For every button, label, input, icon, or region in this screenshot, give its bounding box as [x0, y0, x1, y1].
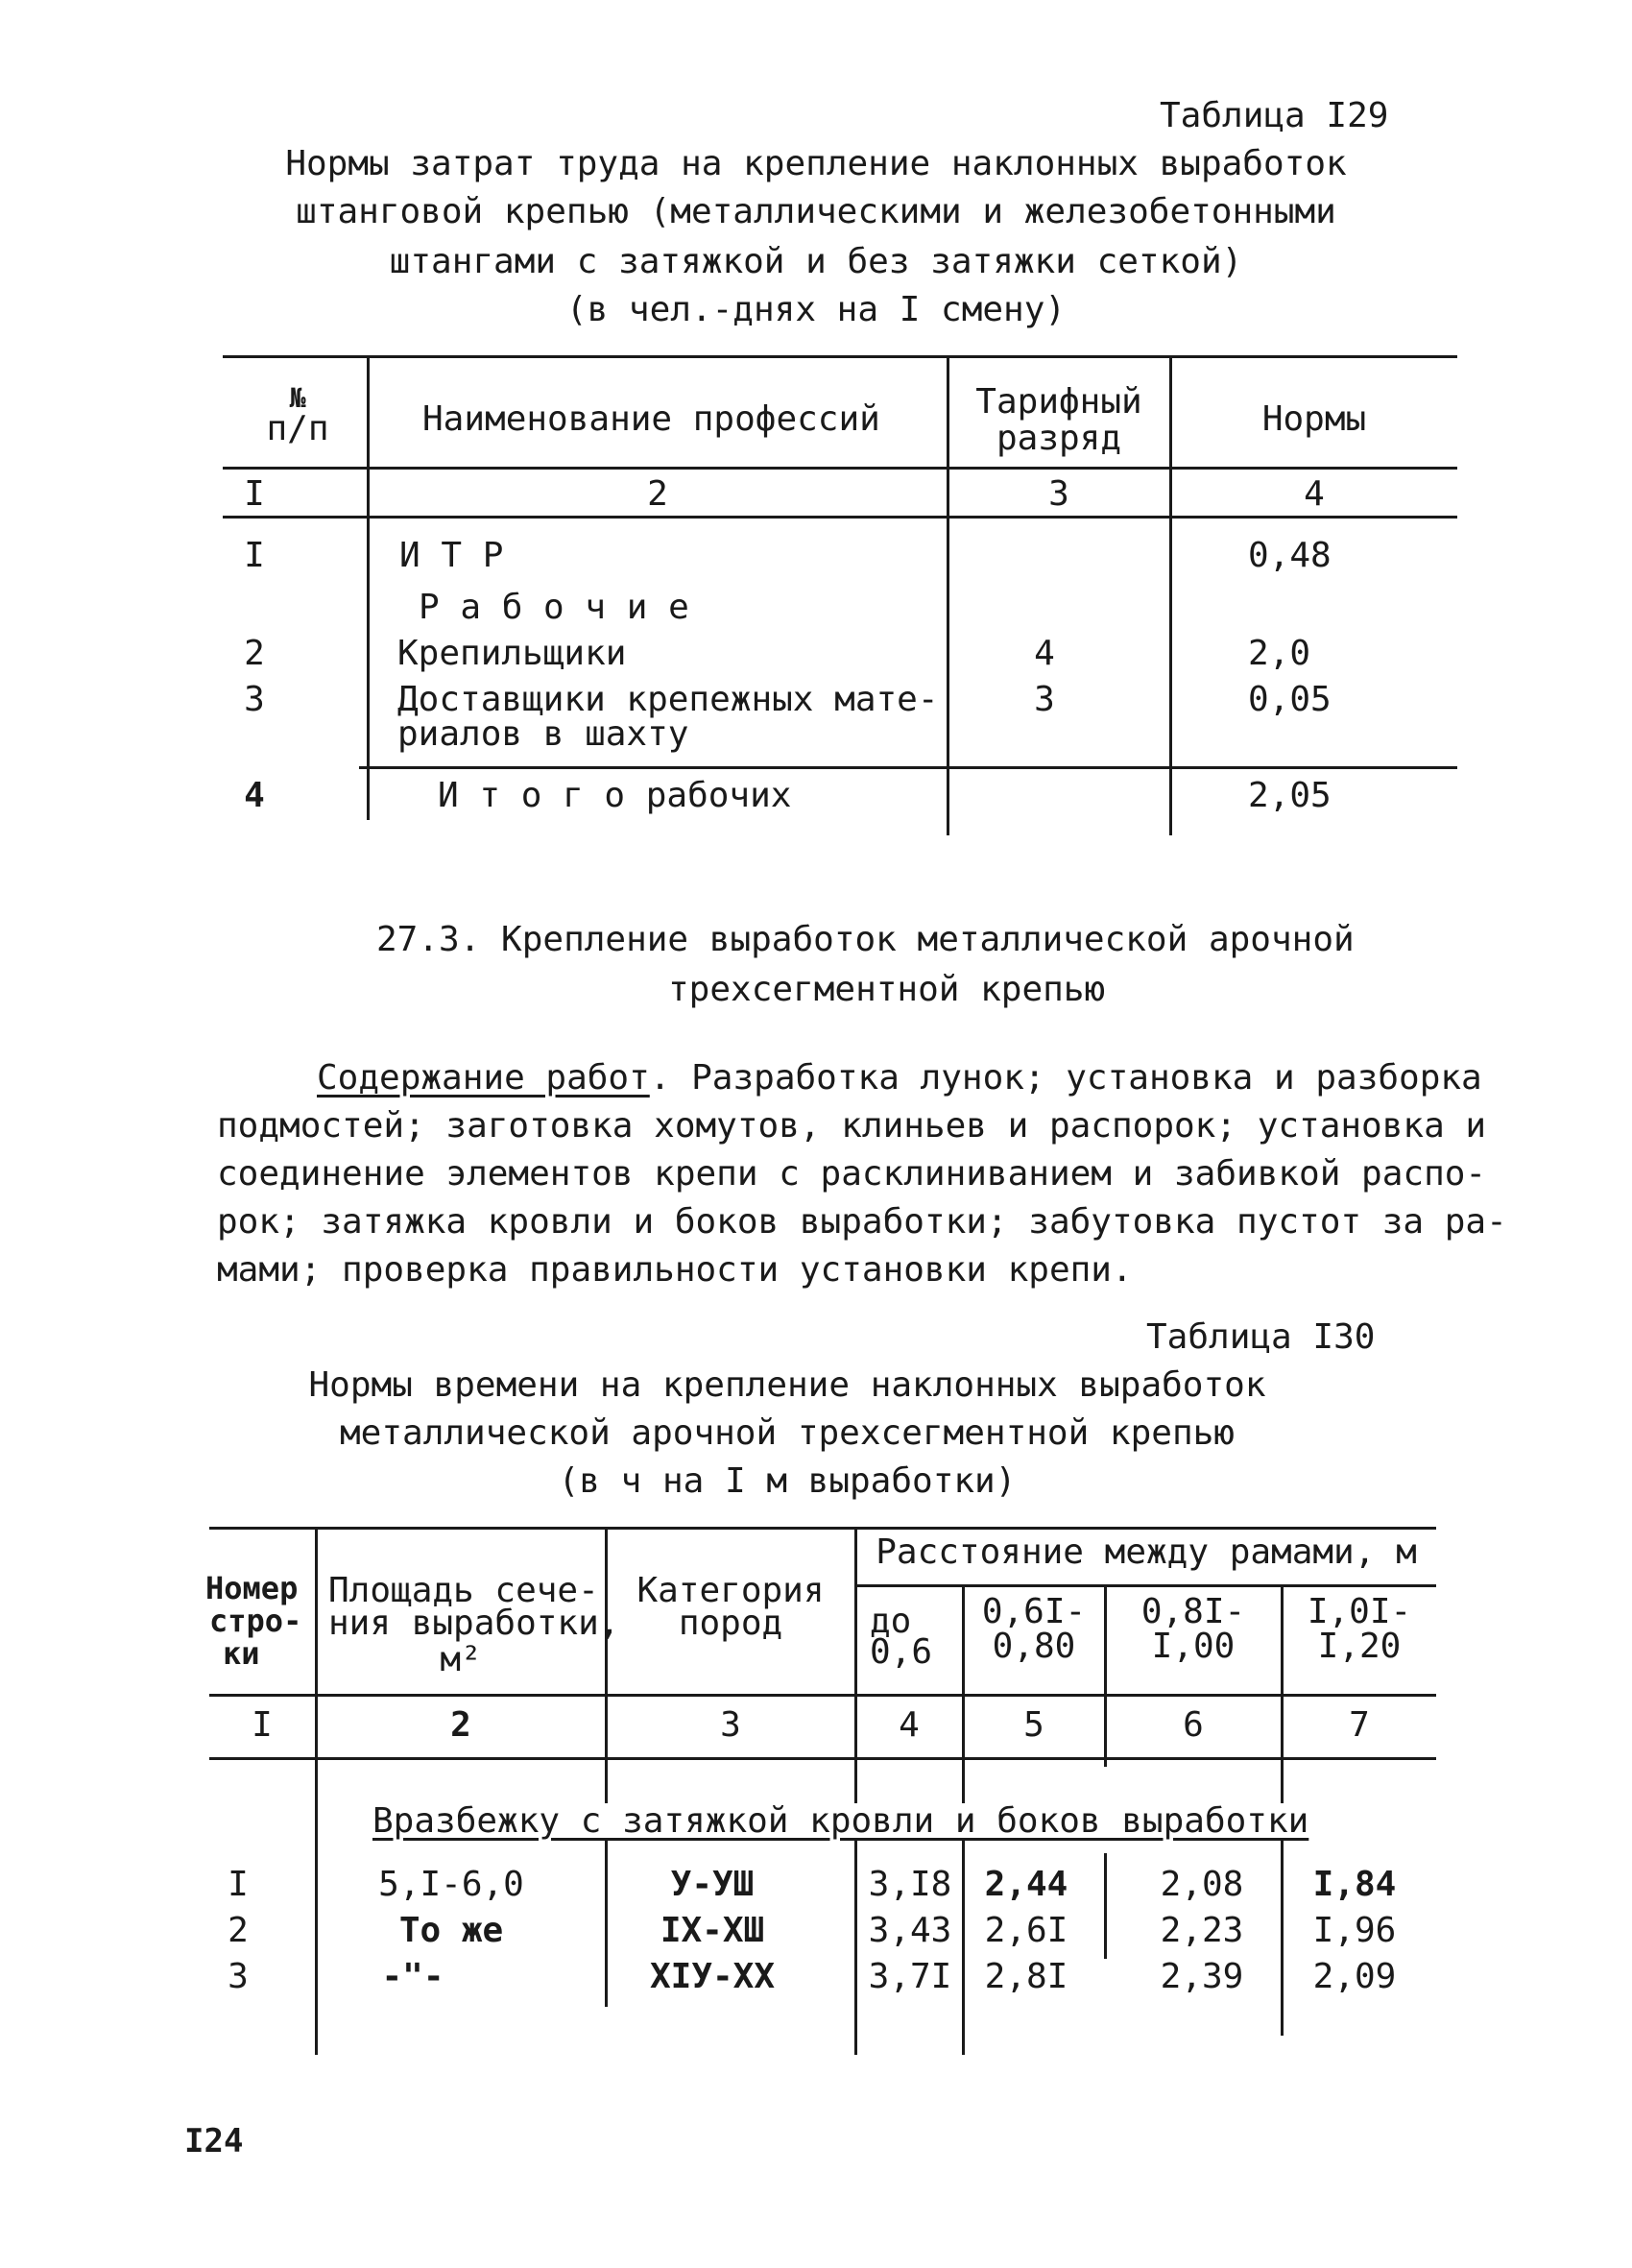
- table130-header-rownum-2: стро-: [209, 1603, 302, 1639]
- table129-row2-norm: 2,0: [1248, 634, 1311, 673]
- table130-title-line-2: металлической арочной трехсегментной крепью: [340, 1413, 1235, 1453]
- table130-header-d4-a: I,0I-: [1307, 1592, 1412, 1631]
- content-paragraph-first-line: [317, 1058, 1482, 1098]
- table130-rule-distance: [854, 1584, 1436, 1587]
- table129-colnum-2: 2: [647, 474, 668, 514]
- table129-rule-top: [223, 355, 1457, 358]
- table129-colnum-3: 3: [1048, 474, 1069, 514]
- table130-title-line-3: (в ч на I м выработки): [558, 1461, 1017, 1501]
- table129-header-grade-2: разряд: [996, 419, 1122, 458]
- table129-colnum-4: 4: [1304, 474, 1325, 514]
- table130-colnum-5: 5: [1023, 1705, 1044, 1745]
- table130-header-d4-b: I,20: [1317, 1627, 1402, 1666]
- table130-row1-num: I: [228, 1865, 249, 1904]
- table129-total-norm: 2,05: [1248, 776, 1332, 815]
- table130-rule-top: [209, 1527, 1436, 1530]
- table129-workers-heading: Р а б о ч и е: [419, 588, 689, 627]
- content-line-3: соединение элементов крепи с расклиниванием и забивкой распо-: [217, 1154, 1487, 1194]
- table130-header-category-2: пород: [678, 1604, 783, 1643]
- table130-header-d2-a: 0,6I-: [981, 1592, 1087, 1631]
- table130-header-distance: Расстояние между рамами, м: [876, 1532, 1417, 1572]
- table129-header-num-bottom: п/п: [266, 409, 329, 448]
- table130-row2-num: 2: [228, 1911, 249, 1950]
- table130-header-d1-a: до: [870, 1602, 912, 1641]
- table130-row3-v2: 2,8I: [984, 1957, 1068, 1996]
- content-first-text: . Разработка лунок; установка и разборка: [649, 1058, 1482, 1098]
- table129-row1-norm: 0,48: [1248, 536, 1332, 575]
- table130-row1-area: 5,I-6,0: [378, 1865, 524, 1904]
- table130-header-area-2: ния выработки,: [328, 1604, 620, 1643]
- table129-rule-header: [223, 467, 1457, 470]
- table129-colnum-1: I: [244, 474, 265, 514]
- table130-row1-v4: I,84: [1312, 1865, 1397, 1904]
- table129-row3-num: 3: [244, 680, 265, 719]
- table130-row1-v1: 3,I8: [868, 1865, 952, 1904]
- table130-header-area-1: Площадь сече-: [328, 1571, 599, 1610]
- table129-row1-num: I: [244, 536, 265, 575]
- table129-row3-grade: 3: [1034, 680, 1055, 719]
- table130-header-area-3: м²: [440, 1640, 482, 1679]
- table130-colnum-3: 3: [720, 1705, 741, 1745]
- table129-header-grade-1: Тарифный: [975, 382, 1142, 422]
- table130-colnum-2: 2: [450, 1705, 471, 1745]
- table130-row3-v3: 2,39: [1160, 1957, 1244, 1996]
- table129-row2-name: Крепильщики: [397, 634, 627, 673]
- table130-row2-v2: 2,6I: [984, 1911, 1068, 1950]
- table130-caption: Таблица I30: [1146, 1317, 1376, 1357]
- section-heading-line-2: трехсегментной крепью: [668, 970, 1106, 1009]
- table130-colnum-4: 4: [899, 1705, 920, 1745]
- table130-colnum-7: 7: [1349, 1705, 1370, 1745]
- table130-header-rownum-3: ки: [223, 1635, 260, 1672]
- content-line-5: мами; проверка правильности установки крепи.: [217, 1250, 1133, 1290]
- table130-header-d1-b: 0,6: [870, 1632, 933, 1672]
- table130-row3-v1: 3,7I: [868, 1957, 952, 1996]
- table130-row1-category: У-УШ: [670, 1865, 755, 1904]
- table130-rule-colnums: [209, 1757, 1436, 1760]
- table130-row3-num: 3: [228, 1957, 249, 1996]
- table130-row2-v1: 3,43: [868, 1911, 952, 1950]
- table130-row2-area: То же: [398, 1911, 504, 1950]
- table130-header-rownum-1: Номер: [205, 1570, 299, 1606]
- table130-colnum-1: I: [252, 1705, 273, 1745]
- table129-rule-total: [359, 766, 1457, 769]
- table129-header-norms: Нормы: [1261, 399, 1367, 439]
- content-line-4: рок; затяжка кровли и боков выработки; забутовка пустот за ра-: [217, 1202, 1507, 1242]
- content-label: Содержание работ: [317, 1058, 650, 1098]
- table130-colnum-6: 6: [1183, 1705, 1204, 1745]
- table129-total-num: 4: [244, 776, 265, 815]
- table129-row2-num: 2: [244, 634, 265, 673]
- table129-total-name: И т о г о рабочих: [438, 776, 792, 815]
- table129-row1-name: И Т Р: [399, 536, 504, 575]
- table129-rule-colnums: [223, 516, 1457, 519]
- table129-row3-name: Доставщики крепежных мате-: [397, 680, 939, 719]
- table130-row3-v4: 2,09: [1312, 1957, 1397, 1996]
- section-heading-line-1: 27.3. Крепление выработок металлической арочной: [376, 920, 1355, 959]
- table129-row3-name-cont: риалов в шахту: [397, 714, 689, 754]
- table129-caption: Таблица I29: [1160, 96, 1389, 135]
- table130-row2-v4: I,96: [1312, 1911, 1397, 1950]
- table129-title-line-1: Нормы затрат труда на крепление наклонных выработок: [285, 144, 1347, 183]
- table129-row3-norm: 0,05: [1248, 680, 1332, 719]
- table129-vline-1: [367, 355, 370, 820]
- table129-header-profession: Наименование профессий: [422, 399, 880, 439]
- table130-header-d3-b: I,00: [1151, 1627, 1236, 1666]
- table130-row1-v3: 2,08: [1160, 1865, 1244, 1904]
- table129-title-line-3: штангами с затяжкой и без затяжки сеткой): [389, 242, 1243, 281]
- table130-row3-category: XIУ-XX: [649, 1957, 776, 1996]
- table130-rule-header: [209, 1694, 1436, 1697]
- table130-row2-category: IX-XШ: [660, 1911, 765, 1950]
- table130-subheading: Вразбежку с затяжкой кровли и боков выработки: [369, 1803, 1312, 1840]
- content-line-2: подмостей; заготовка хомутов, клиньев и распорок; установка и: [217, 1106, 1487, 1146]
- page-number: I24: [184, 2122, 244, 2160]
- table130-row2-v3: 2,23: [1160, 1911, 1244, 1950]
- table130-header-d3-a: 0,8I-: [1140, 1592, 1246, 1631]
- table129-header-num-top: №: [289, 382, 306, 414]
- table129-title-line-2: штанговой крепью (металлическими и железобетонными: [296, 192, 1336, 231]
- table129-row2-grade: 4: [1034, 634, 1055, 673]
- table130-row1-v2: 2,44: [984, 1865, 1068, 1904]
- table130-title-line-1: Нормы времени на крепление наклонных выработок: [308, 1365, 1266, 1405]
- table130-header-category-1: Категория: [636, 1571, 825, 1610]
- table129-title-line-4: (в чел.-днях на I смену): [565, 290, 1067, 329]
- table130-row3-area: -"-: [381, 1957, 444, 1996]
- table130-header-d2-b: 0,80: [992, 1627, 1076, 1666]
